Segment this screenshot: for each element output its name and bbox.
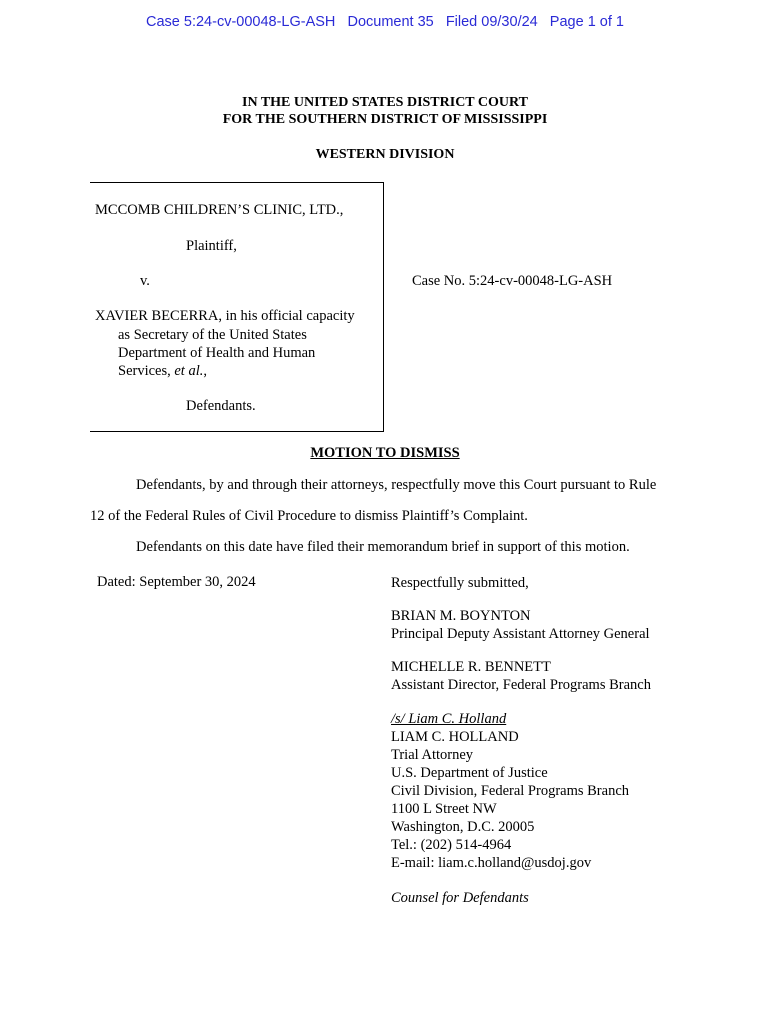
bennett-name: MICHELLE R. BENNETT	[391, 659, 551, 675]
motion-paragraph2: Defendants on this date have filed their memorandum brief in support of this motion.	[136, 539, 630, 555]
motion-title: MOTION TO DISMISS	[310, 445, 460, 461]
ecf-header-stamp: Case 5:24-cv-00048-LG-ASH Document 35 Filed 09/30/24 Page 1 of 1	[146, 14, 624, 30]
signatory-bennett	[391, 658, 651, 694]
plaintiff-name: MCCOMB CHILDREN’S CLINIC, LTD.,	[95, 202, 344, 218]
versus: v.	[140, 273, 150, 289]
holland-name: LIAM C. HOLLAND	[391, 729, 519, 745]
email-address: E-mail: liam.c.holland@usdoj.gov	[391, 855, 592, 871]
motion-paragraph1-line1: Defendants, by and through their attorneys, respectfully move this Court pursuant to Rule	[136, 477, 657, 493]
et-al: et al.	[174, 363, 204, 379]
holland-title: Trial Attorney	[391, 747, 474, 763]
boynton-name: BRIAN M. BOYNTON	[391, 608, 531, 624]
street-address: 1100 L Street NW	[391, 801, 497, 817]
defendant-line1: XAVIER BECERRA, in his official capacity	[95, 308, 355, 324]
court-heading	[0, 94, 770, 128]
defendant-line3: Department of Health and Human	[118, 345, 316, 361]
signatory-holland	[391, 710, 629, 872]
court-name-line2: FOR THE SOUTHERN DISTRICT OF MISSISSIPPI	[222, 112, 548, 127]
division-branch: Civil Division, Federal Programs Branch	[391, 783, 630, 799]
dated-line: Dated: September 30, 2024	[97, 574, 256, 590]
case-number: Case No. 5:24-cv-00048-LG-ASH	[412, 273, 613, 289]
defendant-line4-comma: ,	[203, 363, 207, 379]
defendant-line4-text: Services,	[118, 363, 175, 379]
defendant-line2: as Secretary of the United States	[118, 327, 307, 343]
telephone: Tel.: (202) 514-4964	[391, 837, 512, 853]
boynton-title: Principal Deputy Assistant Attorney General	[391, 626, 650, 642]
case-caption-box	[90, 182, 384, 432]
city-address: Washington, D.C. 20005	[391, 819, 535, 835]
electronic-signature: /s/ Liam C. Holland	[391, 711, 507, 727]
motion-paragraph1-line2: 12 of the Federal Rules of Civil Procedure to dismiss Plaintiff’s Complaint.	[90, 508, 528, 524]
bennett-title: Assistant Director, Federal Programs Branch	[391, 677, 651, 693]
defendant-line4	[118, 363, 207, 380]
court-division: WESTERN DIVISION	[315, 147, 455, 162]
signatory-boynton	[391, 607, 650, 643]
plaintiff-role: Plaintiff,	[186, 238, 237, 254]
respectfully-submitted: Respectfully submitted,	[391, 575, 529, 591]
department: U.S. Department of Justice	[391, 765, 548, 781]
defendant-role: Defendants.	[186, 398, 256, 414]
counsel-for-defendants: Counsel for Defendants	[391, 890, 529, 906]
court-name-line1: IN THE UNITED STATES DISTRICT COURT	[242, 95, 528, 110]
